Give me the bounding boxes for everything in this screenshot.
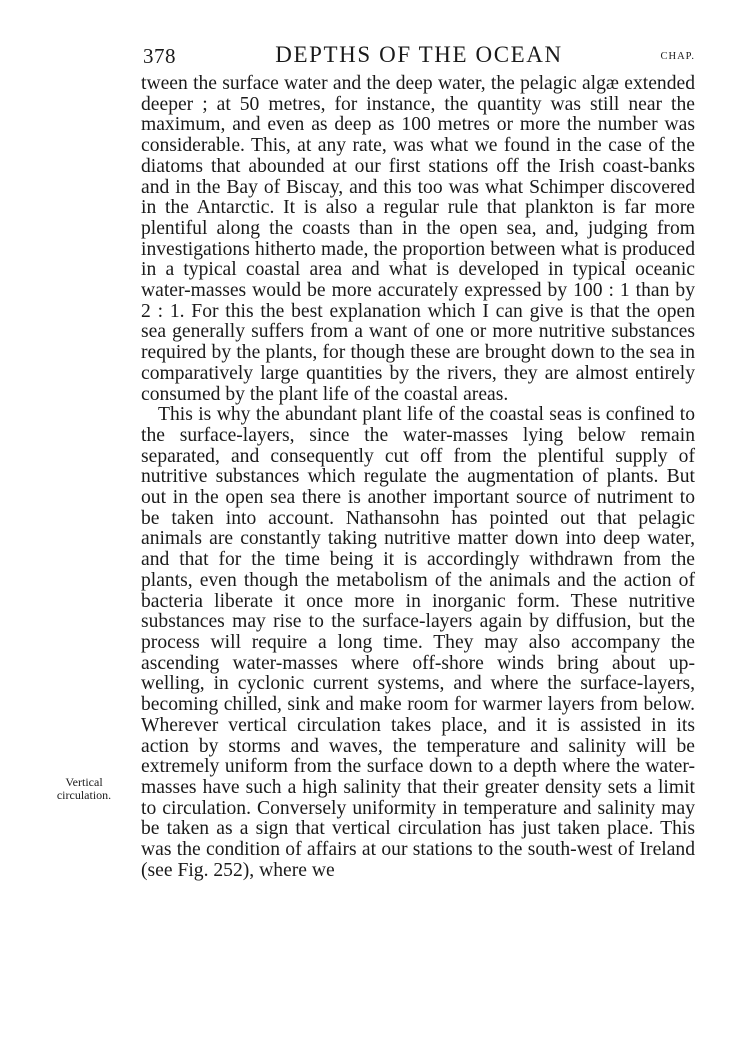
body-text: [141, 74, 695, 881]
page-header: [143, 44, 695, 70]
margin-note: [40, 776, 128, 802]
margin-note-line: Vertical: [65, 775, 103, 789]
margin-note-line: circulation.: [56, 788, 112, 802]
paragraph: This is why the abundant plant life of the coastal seas is confined to the surface-layers, since the water-masses lying below remain separated, and consequently cut off from the plentiful supply of nutritive substances which regulate the augmentation of plants. But out in the open sea there is another important source of nutriment to be taken into account. Nathansohn has pointed out that pelagic animals are constantly taking nutritive matter down into deep water, and that for the time being it is accordingly withdrawn from the plants, even though the metabolism of the animals and the action of bacteria liberate it once more in inorganic form. These nutritive substances may rise to the surface-layers again by diffusion, but the process will require a long time. They may also accompany the ascending water-masses where off-shore winds bring about up-welling, in cyclonic current systems, and where the surface-layers, becoming chilled, sink and make room for warmer layers from below. Wherever vertical circulation takes place, and it is assisted in its action by storms and waves, the temperature and salinity will be extremely uniform from the surface down to a depth where the water-masses have such a high salinity that their greater density sets a limit to circulation. Conversely uniformity in temperature and salinity may be taken as a sign that vertical circulation has just taken place. This was the condition of affairs at our stations to the south-west of Ireland (see Fig. 252), where we: [141, 404, 695, 881]
chapter-mark: CHAP.: [660, 51, 695, 62]
paragraph-continued: tween the surface water and the deep water, the pelagic algæ extended deeper ; at 50 metres, for instance, the quantity was still near the maximum, and even as deep as 100 metres or more the number was considerable. This, at any rate, was what we found in the case of the diatoms that abounded at our first stations off the Irish coast-banks and in the Bay of Biscay, and this too was what Schimper discovered in the Antarctic. It is also a regular rule that plankton is far more plentiful along the coasts than in the open sea, and, judging from investigations hitherto made, the proportion between what is produced in a typical coastal area and what is developed in typical oceanic water-masses would be more accurately expressed by 100 : 1 than by 2 : 1. For this the best explanation which I can give is that the open sea generally suffers from a want of one or more nutritive substances required by the plants, for though these are brought down to the sea in comparatively large quantities by the rivers, they are almost entirely consumed by the plant life of the coastal areas.: [141, 73, 695, 405]
running-title: DEPTHS OF THE OCEAN: [275, 42, 563, 67]
page-number: 378: [143, 44, 176, 68]
